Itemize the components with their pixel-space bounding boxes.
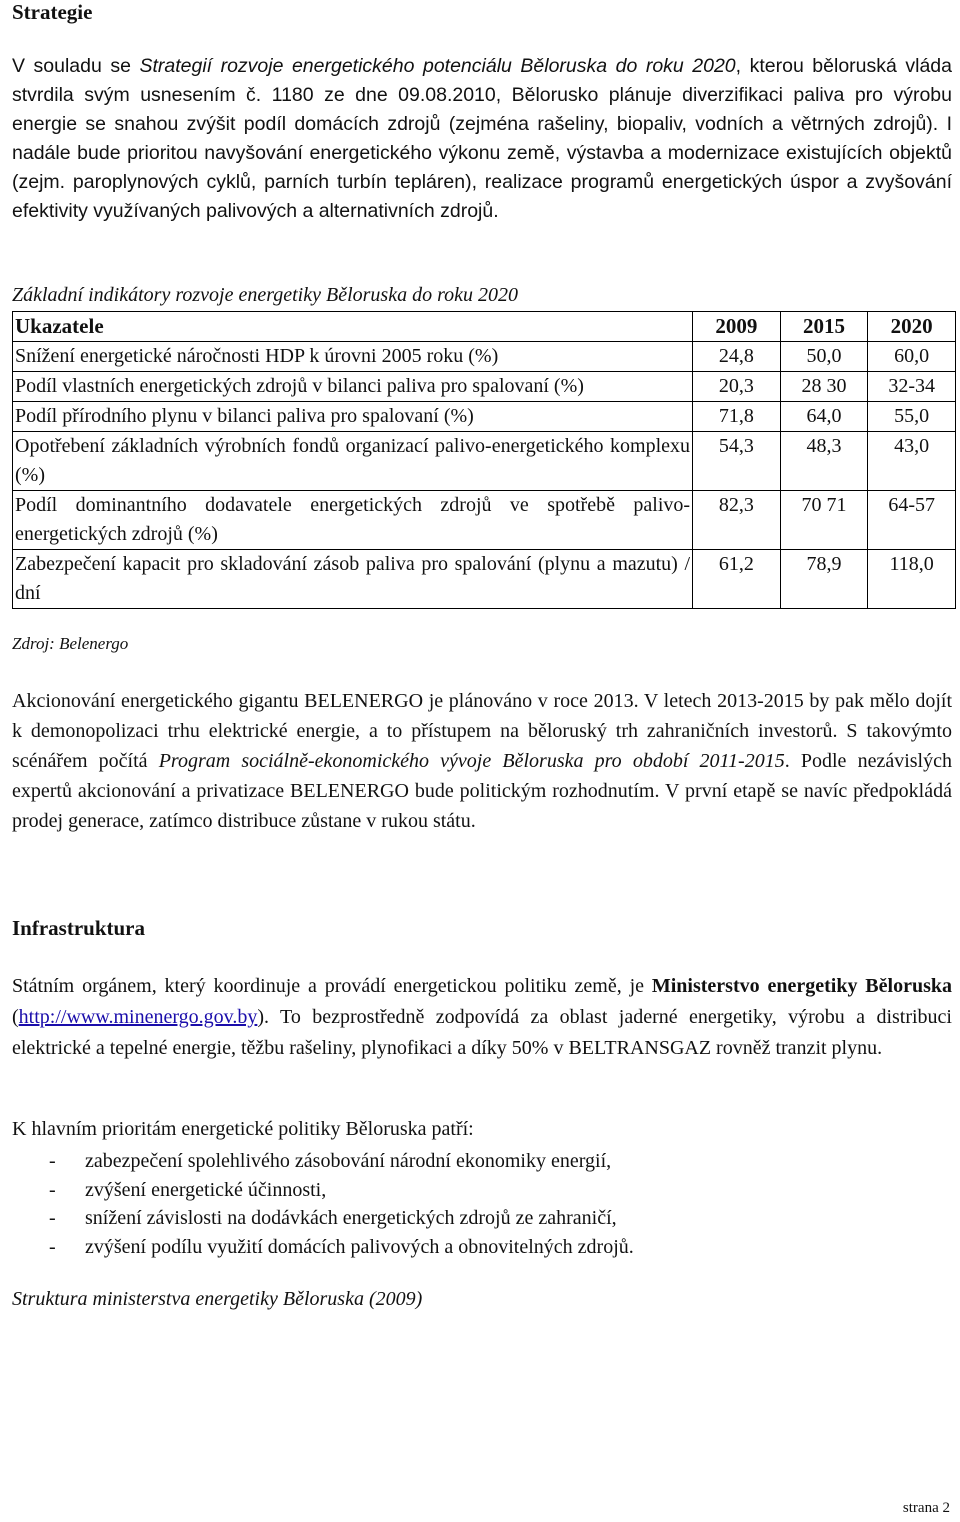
list-item-text: snížení závislosti na dodávkách energetických zdrojů ze zahraničí,: [85, 1207, 617, 1230]
cell-2009: 82,3: [693, 491, 781, 550]
table-source: Zdroj: Belenergo: [12, 634, 129, 653]
paragraph-text: V souladu se: [12, 55, 140, 77]
ministry-link[interactable]: http://www.minenergo.gov.by: [18, 1006, 258, 1028]
list-item: [12, 1176, 634, 1205]
column-header: 2009: [693, 312, 781, 342]
structure-caption: Struktura ministerstva energetiky Běloruska (2009): [12, 1288, 423, 1310]
paragraph-text: Státním orgánem, který koordinuje a provádí energetickou politiku země, je: [12, 975, 652, 997]
table-row: [13, 550, 956, 609]
cell-2009: 71,8: [693, 402, 781, 432]
column-header: 2020: [868, 312, 956, 342]
table-row: [13, 432, 956, 491]
table-row: [13, 491, 956, 550]
cell-2015: 64,0: [780, 402, 868, 432]
table-row: [13, 402, 956, 432]
list-item-text: zabezpečení spolehlivého zásobování národní ekonomiky energií,: [85, 1150, 612, 1172]
ministry-paragraph: [12, 971, 952, 1064]
list-item: [12, 1233, 634, 1262]
row-label: Podíl dominantního dodavatele energetických zdrojů ve spotřebě palivo-energetických zdrojů (%): [13, 491, 693, 550]
cell-2015: 50,0: [780, 342, 868, 372]
paragraph-text: ). To bezprostředně zodpovídá za oblast jaderné energetiky, výrobu a distribuci elektrické a tepelné energie, těžbu rašeliny, plynofikaci a díky 50% v BELTRANSGAZ rovněž tranzit plynu.: [12, 1006, 952, 1059]
paragraph-text: . Podle nezávislých expertů akcionování a privatizace BELENERGO bude politickým rozhodnutím. V první etapě se navíc předpokládá prodej generace, zatímco distribuce zůstane v rukou státu.: [12, 750, 952, 832]
row-label: Podíl vlastních energetických zdrojů v bilanci paliva pro spalovaní (%): [13, 372, 693, 402]
list-item-text: zvýšení energetické účinnosti,: [85, 1178, 327, 1201]
cell-2020: 43,0: [868, 432, 956, 491]
row-label: Zabezpečení kapacit pro skladování zásob paliva pro spalování (plynu a mazutu) / dní: [13, 550, 693, 609]
paragraph-text: Akcionování energetického gigantu BELENERGO je plánováno v roce 2013. V letech 2013-2015 by pak mělo dojít k demonopolizaci trhu elektrické energie, a to přístupem na běloruský trh zahraničních investorů. S takovýmto scénářem počítá: [12, 690, 952, 772]
paragraph-text: (: [12, 1006, 19, 1028]
cell-2020: 32-34: [868, 372, 956, 402]
section-heading-strategie: Strategie: [12, 0, 93, 24]
column-header: Ukazatele: [13, 312, 693, 342]
section-heading-infrastruktura: Infrastruktura: [12, 916, 146, 940]
row-label: Snížení energetické náročnosti HDP k úrovni 2005 roku (%): [13, 342, 693, 372]
cell-2020: 64-57: [868, 491, 956, 550]
list-marker: -: [49, 1207, 56, 1230]
strategy-title: Strategií rozvoje energetického potenciálu Běloruska do roku 2020: [139, 55, 736, 77]
list-item: [12, 1147, 634, 1176]
table-header-row: [13, 312, 956, 342]
cell-2020: 118,0: [868, 550, 956, 609]
table-caption: Základní indikátory rozvoje energetiky Běloruska do roku 2020: [12, 284, 519, 306]
program-title: Program sociálně-ekonomického vývoje Běloruska pro období 2011-2015: [158, 750, 785, 772]
strategie-paragraph: [12, 52, 952, 226]
column-header: 2015: [780, 312, 868, 342]
paragraph-text: , kterou běloruská vláda stvrdila svým usnesením č. 1180 ze dne 09.08.2010, Bělorusko plánuje diverzifikaci paliva pro výrobu energie se snahou zvýšit podíl domácích zdrojů (zejména rašeliny, biopaliv, vodních a větrných zdrojů). I nadále bude prioritou navyšování energetického výkonu země, výstavba a modernizace existujících objektů (zejm. paroplynových cyklů, parních turbín tepláren), realizace programů energetických úspor a zvyšování efektivity využívaných palivových a alternativních zdrojů.: [12, 55, 952, 222]
cell-2009: 54,3: [693, 432, 781, 491]
page-number: strana 2: [902, 1500, 950, 1516]
list-marker: -: [49, 1150, 56, 1172]
cell-2020: 55,0: [868, 402, 956, 432]
list-marker: -: [49, 1178, 56, 1201]
row-label: Podíl přírodního plynu v bilanci paliva pro spalovaní (%): [13, 402, 693, 432]
table-row: [13, 342, 956, 372]
cell-2009: 20,3: [693, 372, 781, 402]
table-row: [13, 372, 956, 402]
list-item: [12, 1204, 634, 1233]
list-item-text: zvýšení podílu využití domácích palivových a obnovitelných zdrojů.: [85, 1236, 634, 1259]
row-label: Opotřebení základních výrobních fondů organizací palivo-energetického komplexu (%): [13, 432, 693, 491]
cell-2015: 48,3: [780, 432, 868, 491]
priorities-intro: K hlavním prioritám energetické politiky Běloruska patří:: [12, 1118, 474, 1140]
list-marker: -: [49, 1236, 56, 1259]
cell-2009: 61,2: [693, 550, 781, 609]
priorities-list: [12, 1147, 634, 1262]
indicators-table: [12, 311, 956, 609]
cell-2015: 28 30: [780, 372, 868, 402]
cell-2015: 78,9: [780, 550, 868, 609]
cell-2020: 60,0: [868, 342, 956, 372]
cell-2015: 70 71: [780, 491, 868, 550]
cell-2009: 24,8: [693, 342, 781, 372]
ministry-name: Ministerstvo energetiky Běloruska: [651, 975, 952, 997]
privatization-paragraph: [12, 686, 952, 836]
